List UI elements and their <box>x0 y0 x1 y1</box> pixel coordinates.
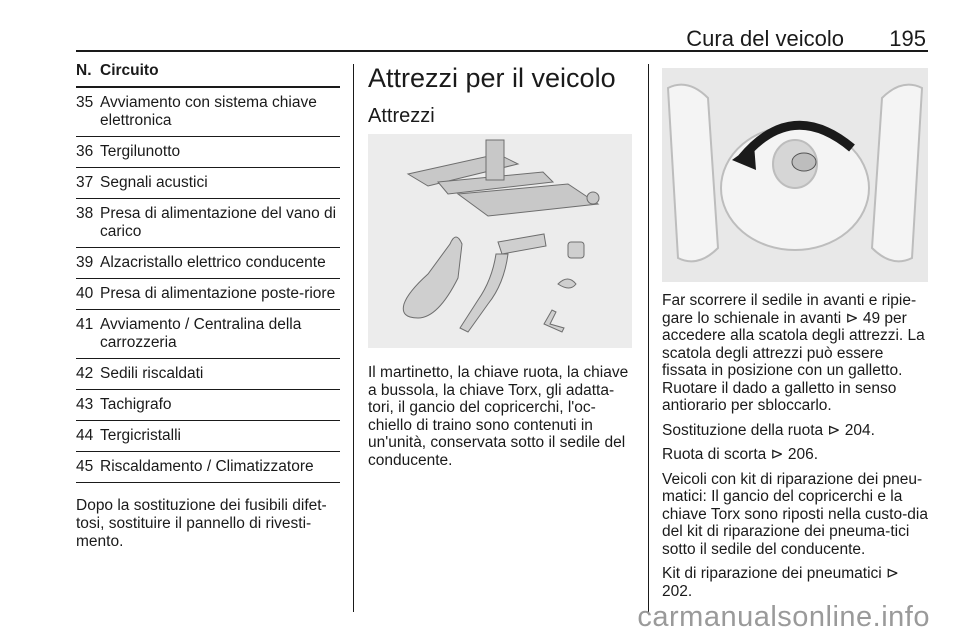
fuse-number: 35 <box>76 94 94 111</box>
fuse-circuit: Presa di alimentazione poste-riore <box>100 285 336 302</box>
fuse-circuit: Alzacristallo elettrico conducente <box>100 254 326 271</box>
table-row <box>76 359 340 390</box>
chapter-title: Cura del veicolo <box>686 26 844 51</box>
fuse-number: 39 <box>76 254 94 271</box>
fuse-circuit: Tergilunotto <box>100 143 181 160</box>
col-header-circuit: Circuito <box>100 62 159 79</box>
fuse-circuit: Tergicristalli <box>100 427 181 444</box>
fuse-circuit: Avviamento / Centralina della carrozzeria <box>100 316 302 351</box>
fuse-number: 38 <box>76 205 94 222</box>
table-row <box>76 421 340 452</box>
col-header-number: N. <box>76 62 92 79</box>
fuse-number: 40 <box>76 285 94 302</box>
right-column <box>662 62 928 607</box>
paragraph-spare-wheel-ref: Ruota di scorta ⊳ 206. <box>662 446 819 463</box>
fuse-number: 42 <box>76 365 94 382</box>
right-column-text <box>662 292 928 600</box>
watermark: carmanualsonline.info <box>637 601 930 633</box>
tools-caption: Il martinetto, la chiave ruota, la chiave a bussola, la chiave Torx, gli adatta-tori, il gancio del copricerchi, l'oc-chiello di traino sono contenuti in un'unità, conservata sotto il sedile del conducente. <box>368 364 629 469</box>
paragraph-wheel-change-ref: Sostituzione della ruota ⊳ 204. <box>662 421 875 439</box>
column-divider <box>648 64 649 612</box>
paragraph-access-toolbox: Far scorrere il sedile in avanti e ripie-gare lo schienale in avanti ⊳ 49 per accedere alla scatola degli attrezzi. La scatola degli attrezzi può essere fissata in posizione con un galletto. Ruotare il dado a galletto in senso antiorario per sbloccarlo. <box>662 292 925 414</box>
seat-toolbox-illustration <box>662 68 928 282</box>
tools-section <box>368 62 632 469</box>
fuse-number: 45 <box>76 458 94 475</box>
fuse-number: 44 <box>76 427 94 444</box>
fuse-circuit: Segnali acustici <box>100 174 208 191</box>
paragraph-repair-kit-ref: Kit di riparazione dei pneumatici ⊳ 202. <box>662 565 899 600</box>
fuse-number: 43 <box>76 396 94 413</box>
table-row <box>76 310 340 359</box>
tools-illustration <box>368 134 632 348</box>
fuse-circuit: Sedili riscaldati <box>100 365 204 382</box>
fuse-number: 36 <box>76 143 94 160</box>
table-row <box>76 452 340 483</box>
page-header <box>76 14 928 52</box>
table-row <box>76 199 340 248</box>
table-row <box>76 248 340 279</box>
fuse-circuit: Avviamento con sistema chiave elettronica <box>100 94 317 129</box>
table-row <box>76 390 340 421</box>
fuse-circuit: Tachigrafo <box>100 396 172 413</box>
fuse-table-header <box>76 62 340 88</box>
fuse-number: 37 <box>76 174 94 191</box>
fuse-table-body <box>76 88 340 483</box>
table-row <box>76 168 340 199</box>
column-divider <box>353 64 354 612</box>
paragraph-repair-kit-vehicles: Veicoli con kit di riparazione dei pneu-matici: Il gancio del copricerchi e la chiave Torx sono riposti nella custo-dia del kit di riparazione dei pneuma-tici sotto il sedile del conducente. <box>662 470 928 558</box>
table-row <box>76 137 340 168</box>
section-subtitle: Attrezzi <box>368 105 435 127</box>
page-number: 195 <box>889 26 926 51</box>
fuse-note: Dopo la sostituzione dei fusibili difet-tosi, sostituire il pannello di rivesti-mento. <box>76 497 327 550</box>
section-title: Attrezzi per il veicolo <box>368 63 616 93</box>
table-row <box>76 88 340 137</box>
fuse-table-column <box>76 62 340 551</box>
fuse-circuit: Riscaldamento / Climatizzatore <box>100 458 314 475</box>
fuse-number: 41 <box>76 316 94 333</box>
fuse-circuit: Presa di alimentazione del vano di carico <box>100 205 337 240</box>
table-row <box>76 279 340 310</box>
